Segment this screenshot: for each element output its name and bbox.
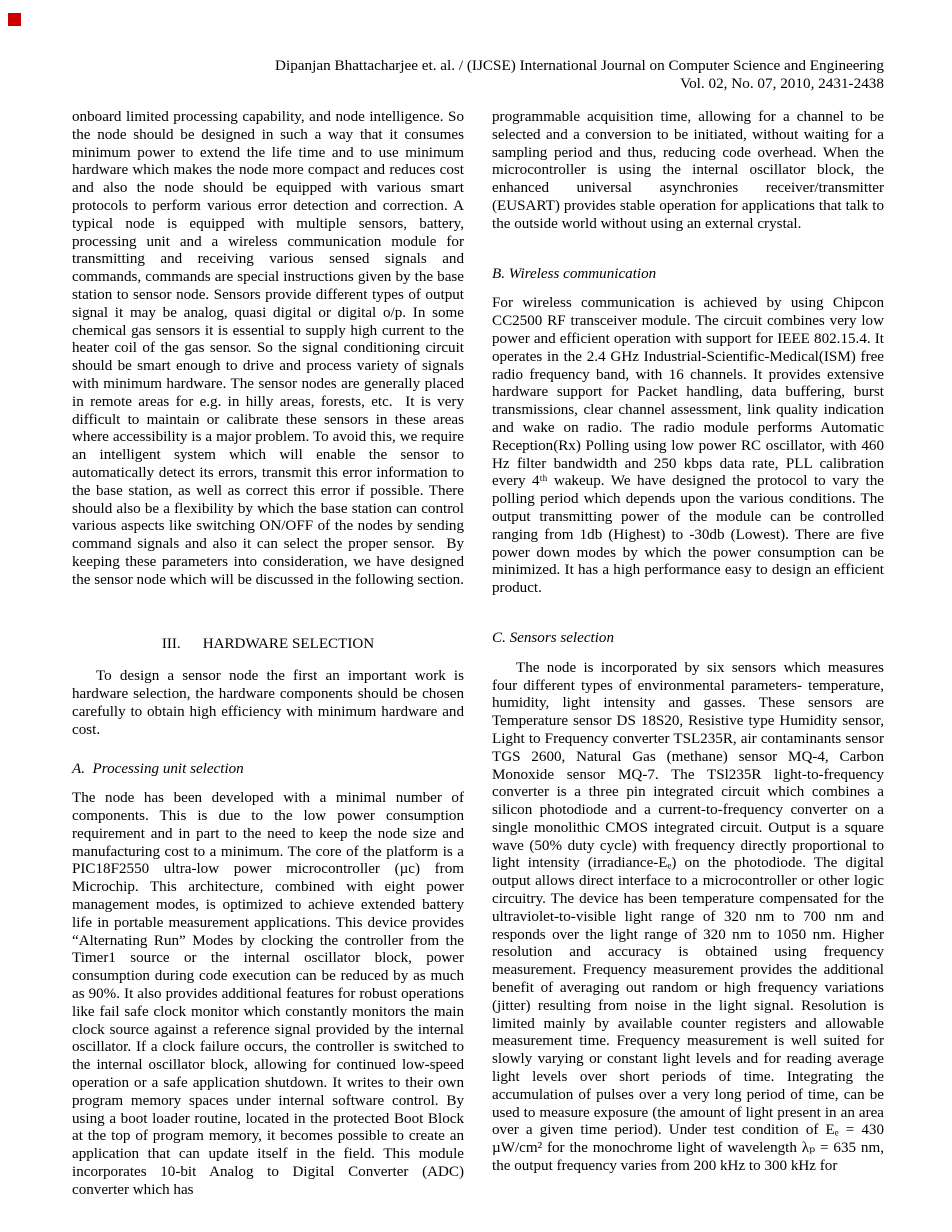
red-square-marker <box>8 13 21 26</box>
header-citation-line1: Dipanjan Bhattacharjee et. al. / (IJCSE) International Journal on Computer Science and Engineering <box>275 57 884 74</box>
section-title: HARDWARE SELECTION <box>202 635 375 652</box>
paragraph-sensors-selection: The node is incorporated by six sensors which measures four different types of environmental parameters- temperature, humidity, light intensity and gasses. These sensors are Temperature sensor DS 18S20, Resistive type Humidity sensor, Light to Frequency converter TSL235R, air contaminants sensor TGS 2600, Natural Gas (methane) sensor MQ-4, Carbon Monoxide sensor MQ-7. The TSl235R light-to-frequency converter is a three pin integrated circuit which combines a silicon photodiode and a current-to-frequency converter on a single monolithic CMOS integrated circuit. Output is a square wave (50% duty cycle) with frequency directly proportional to light intensity (irradiance-Eₑ) on the photodiode. The digital output allows direct interface to a microcontroller or other logic circuitry. The device has been temperature compensated for the ultraviolet-to-visible light range of 320 nm to 700 nm and responds over the light range of 320 nm to 1050 nm. Higher resolution and accuracy is obtained using frequency measurement. Frequency measurement provides the additional benefit of averaging out random or high frequency variations (jitter) resulting from noise in the light signal. Resolution is limited mainly by available counter registers and allowable measurement time. Frequency measurement is well suited for slowly varying or constant light levels and for reading average light levels over short periods of time. Integrating the accumulation of pulses over a very long period of time, can be used to measure exposure (the amount of light present in an area over a given time period). Under test condition of Eₑ = 430 µW/cm² for the monochrome light of wavelength λₚ = 635 nm, the output frequency varies from 200 kHz to 300 kHz for <box>492 659 884 1175</box>
subsection-heading-sensors-selection: C. Sensors selection <box>492 629 614 646</box>
paragraph-node-design-continuation: onboard limited processing capability, and node intelligence. So the node should be designed in such a way that it consumes minimum power to extend the life time and to use minimum hardware which makes the node more compact and reduces cost and also the node should be equipped with various smart protocols to perform various error detection and correction. A typical node is equipped with multiple sensors, battery, processing unit and a wireless communication module for transmitting and receiving various sensed signals and commands, commands are special instructions given by the base station to sensor node. Sensors provide different types of output signal it may be analog, quasi digital or digital o/p. In some chemical gas sensors it is essential to supply high current to the heater coil of the gas sensor. So the signal conditioning circuit should be smart enough to drive and process variety of signals with minimum hardware. The sensor nodes are generally placed in remote areas for e.g. in hilly areas, forests, etc. It is very difficult to maintain or calibrate these sensors in these areas where accessibility is a major problem. To avoid this, we require an intelligent system which will enable the sensor to automatically detect its errors, transmit this error information to the base station, as well as correct this error if possible. There should also be a flexibility by which the base station can control various aspects like switching ON/OFF of the nodes by sending command signals and also it can select the proper sensor. By keeping these parameters into consideration, we have designed the sensor node which will be discussed in the following section. <box>72 109 464 588</box>
two-column-body <box>0 109 952 1200</box>
paragraph-adc-continuation: programmable acquisition time, allowing for a channel to be selected and a conversion to be initiated, without waiting for a sampling period and thus, reducing code overhead. When the microcontroller is using the internal oscillator block, the enhanced universal asynchronies receiver/transmitter (EUSART) provides stable operation for applications that talk to the outside world without using an external crystal. <box>492 109 884 232</box>
subsection-heading-processing-unit-selection: A. Processing unit selection <box>72 760 244 777</box>
paragraph-hardware-selection-intro: To design a sensor node the first an important work is hardware selection, the hardware components should be chosen carefully to obtain high efficiency with minimum hardware and cost. <box>72 668 464 738</box>
section-heading-hardware-selection <box>72 636 464 654</box>
header-citation <box>0 0 952 93</box>
header-citation-line2: Vol. 02, No. 07, 2010, 2431-2438 <box>680 75 884 92</box>
subsection-heading-wireless-communication: B. Wireless communication <box>492 265 657 282</box>
left-column <box>72 109 464 1200</box>
paragraph-wireless-communication: For wireless communication is achieved by using Chipcon CC2500 RF transceiver module. The circuit combines very low power and efficient operation with support for IEEE 802.15.4. It operates in the 2.4 GHz Industrial-Scientific-Medical(ISM) free radio frequency band, with 16 channels. It provides extensive hardware support for Packet handling, data buffering, burst transmissions, clear channel assessment, link quality indication and wake on radio. The radio module performs Automatic Reception(Rx) Polling using low power RC oscillator, with 460 Hz filter bandwidth and 250 kbps data rate, PLL calibration every 4ᵗʰ wakeup. We have designed the protocol to vary the polling period which depends upon the various conditions. The output transmitting power of the module can be controlled ranging from 1db (Highest) to -30db (Lowest). There are five power down modes by which the power consumption can be minimized. It has a high performance easy to design an efficient product. <box>492 295 884 597</box>
paragraph-processing-unit: The node has been developed with a minimal number of components. This is due to the low power consumption requirement and in part to the need to keep the node size and manufacturing cost to a minimum. The core of the platform is a PIC18F2550 ultra-low power microcontroller (µc) from Microchip. This architecture, combined with eight power management modes, is optimized to achieve extended battery life in portable measurement applications. This device provides “Alternating Run” Modes by clocking the controller from the Timer1 source or the internal oscillator block, power consumption during code execution can be reduced by as much as 90%. It also provides additional features for robust operations like fail safe clock monitor which constantly monitors the main clock source against a reference signal provided by the internal oscillator. If a clock failure occurs, the controller is switched to the internal oscillator block, allowing for continued low-speed operation or a safe application shutdown. It writes to their own program memory spaces under internal software control. By using a boot loader routine, located in the protected Boot Block at the top of program memory, it becomes possible to create an application that can update itself in the field. This module incorporates 10-bit Analog to Digital Converter (ADC) converter which has <box>72 790 464 1198</box>
right-column <box>492 109 884 1200</box>
section-number: III. <box>161 635 181 652</box>
